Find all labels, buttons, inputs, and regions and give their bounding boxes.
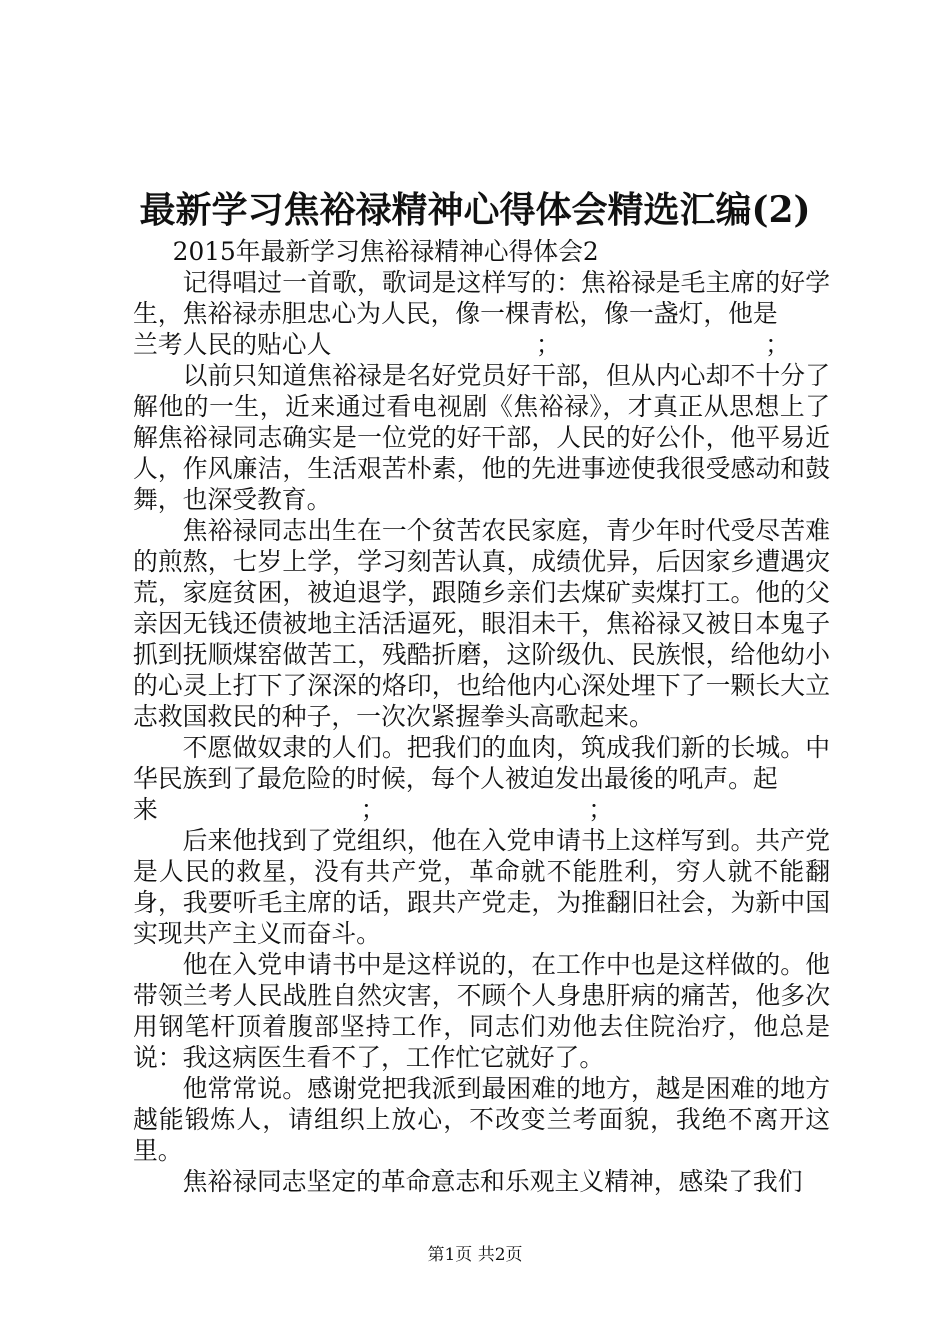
semicolon-mark: ； bbox=[535, 330, 561, 359]
paragraph-6: 他在入党申请书中是这样说的，在工作中也是这样做的。他带领兰考人民战胜自然灾害，不顾个人身患肝病的痛苦，他多次用钢笔杆顶着腹部坚持工作，同志们劝他去住院治疗，他总是说：我这病医生看不了，工作忙它就好了。 bbox=[133, 950, 830, 1072]
document-title: 最新学习焦裕禄精神心得体会精选汇编(2) bbox=[139, 189, 811, 231]
semicolon-mark: ； bbox=[588, 795, 613, 824]
semicolon-mark: ； bbox=[765, 330, 790, 359]
document-body bbox=[133, 236, 830, 1197]
paragraph-7: 他常常说。感谢党把我派到最困难的地方，越是困难的地方越能锻炼人，请组织上放心，不改变兰考面貌，我绝不离开这里。 bbox=[133, 1074, 830, 1165]
paragraph-5: 后来他找到了党组织，他在入党申请书上这样写到。共产党是人民的救星，没有共产党，革命就不能胜利，穷人就不能翻身，我要听毛主席的话，跟共产党走，为推翻旧社会，为新中国实现共产主义而奋斗。 bbox=[133, 826, 830, 948]
paragraph-1-tail-line bbox=[133, 329, 830, 360]
semicolon-mark: ； bbox=[360, 795, 386, 824]
paragraph-3: 焦裕禄同志出生在一个贫苦农民家庭，青少年时代受尽苦难的煎熬，七岁上学，学习刻苦认真，成绩优异，后因家乡遭遇灾荒，家庭贫困，被迫退学，跟随乡亲们去煤矿卖煤打工。他的父亲因无钱还债被地主活活逼死，眼泪未干，焦裕禄又被日本鬼子抓到抚顺煤窑做苦工，残酷折磨，这阶级仇、民族恨，给他幼小的心灵上打下了深深的烙印，也给他内心深处埋下了一颗长大立志救国救民的种子，一次次紧握拳头高歌起来。 bbox=[133, 516, 830, 731]
paragraph-4-text: 不愿做奴隶的人们。把我们的血肉，筑成我们新的长城。中华民族到了最危险的时候，每个人被迫发出最後的吼声。起 bbox=[133, 733, 830, 793]
paragraph-1 bbox=[133, 267, 830, 360]
paragraph-4-tail-line bbox=[133, 794, 613, 825]
paragraph-4 bbox=[133, 732, 830, 825]
paragraph-4-tail-text: 来 bbox=[133, 795, 158, 824]
paragraph-8: 焦裕禄同志坚定的革命意志和乐观主义精神，感染了我们 bbox=[182, 1167, 803, 1196]
document-subtitle: 2015年最新学习焦裕禄精神心得体会2 bbox=[172, 237, 599, 266]
paragraph-1-tail-text: 兰考人民的贴心人 bbox=[133, 330, 332, 359]
paragraph-2: 以前只知道焦裕禄是名好党员好干部，但从内心却不十分了解他的一生，近来通过看电视剧《焦裕禄》，才真正从思想上了解焦裕禄同志确实是一位党的好干部，人民的好公仆，他平易近人，作风廉洁，生活艰苦朴素，他的先进事迹使我很受感动和鼓舞，也深受教育。 bbox=[133, 361, 830, 514]
paragraph-1-text: 记得唱过一首歌，歌词是这样写的：焦裕禄是毛主席的好学生，焦裕禄赤胆忠心为人民，像一棵青松，像一盏灯，他是 bbox=[133, 268, 830, 328]
page-footer: 第1页 共2页 bbox=[427, 1245, 523, 1265]
